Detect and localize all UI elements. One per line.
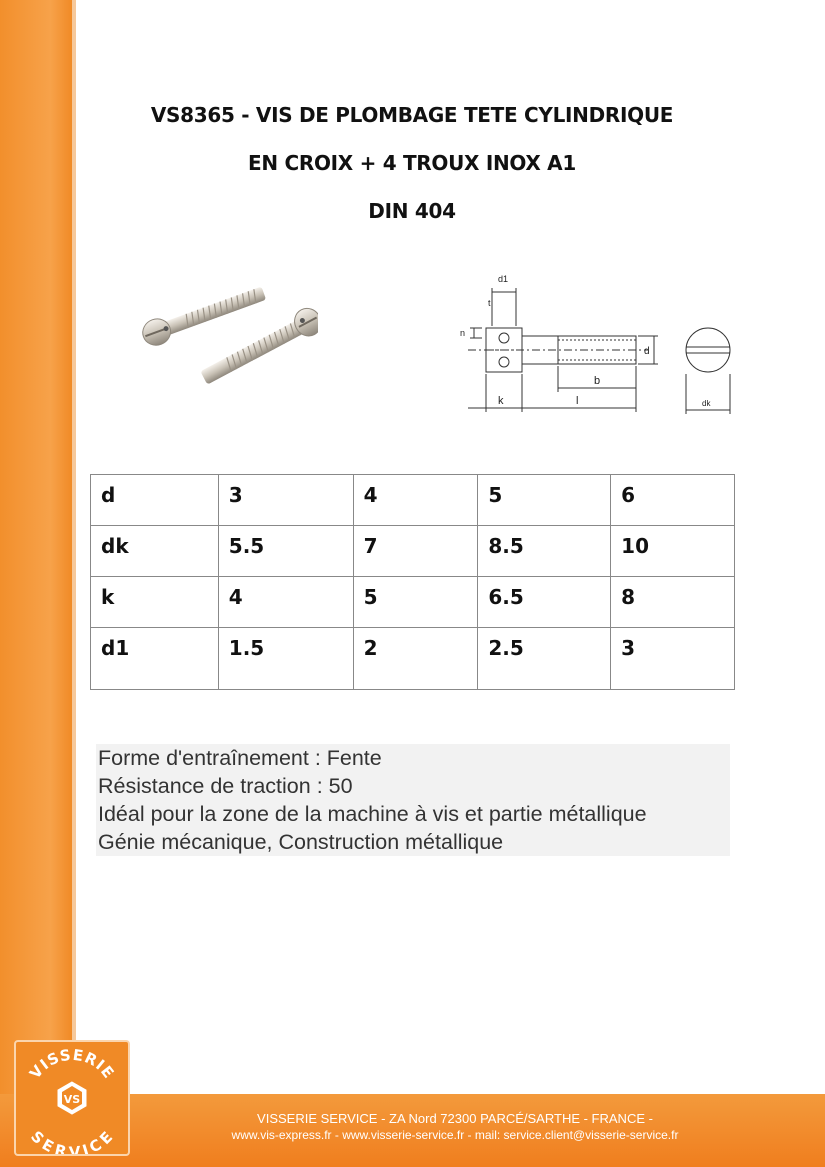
table-row (91, 628, 735, 690)
product-title-line-3: DIN 404 (368, 199, 456, 223)
svg-text:VISSERIE (26, 1046, 118, 1083)
technical-drawing (448, 268, 748, 418)
table-cell: 6.5 (478, 577, 611, 628)
visserie-service-logo (14, 1040, 130, 1156)
footer-contact: www.vis-express.fr - www.visserie-service.fr - mail: service.client@visserie-service.fr (231, 1128, 679, 1142)
label-dk: dk (702, 399, 711, 408)
label-l: l (576, 395, 579, 407)
label-d1: d1 (498, 274, 509, 284)
product-photo (128, 262, 318, 402)
product-title-line-1: VS8365 - VIS DE PLOMBAGE TETE CYLINDRIQUE (150, 103, 674, 127)
table-cell: 5 (353, 577, 478, 628)
table-cell: 8 (611, 577, 735, 628)
property-ideal-use: Idéal pour la zone de la machine à vis et partie métallique (98, 802, 647, 826)
label-n: n (460, 328, 466, 338)
table-cell: 5.5 (218, 526, 353, 577)
table-row (91, 475, 735, 526)
table-cell: 7 (353, 526, 478, 577)
table-cell: 8.5 (478, 526, 611, 577)
table-cell: 6 (611, 475, 735, 526)
property-fields: Génie mécanique, Construction métallique (98, 830, 504, 854)
left-bar-edge (72, 0, 76, 1167)
left-orange-bar (0, 0, 72, 1167)
table-cell: 2 (353, 628, 478, 690)
footer-address: VISSERIE SERVICE - ZA Nord 72300 PARCÉ/SARTHE - FRANCE - (257, 1111, 653, 1126)
label-b: b (594, 375, 601, 387)
property-tensile-strength: Résistance de traction : 50 (98, 774, 353, 798)
table-cell: 2.5 (478, 628, 611, 690)
table-row (91, 526, 735, 577)
label-d: d (644, 346, 650, 357)
table-row-header: d (91, 475, 219, 526)
svg-text:SERVICE (27, 1127, 117, 1154)
table-row (91, 577, 735, 628)
label-k: k (498, 395, 504, 407)
logo-emblem-icon (16, 1042, 128, 1154)
table-cell: 1.5 (218, 628, 353, 690)
table-cell: 3 (611, 628, 735, 690)
dimensions-table (90, 474, 735, 690)
label-t: t (488, 298, 491, 308)
property-drive-type: Forme d'entraînement : Fente (98, 746, 382, 770)
logo-text-top: VISSERIE (26, 1045, 119, 1083)
table-cell: 5 (478, 475, 611, 526)
table-row-header: k (91, 577, 219, 628)
table-cell: 4 (353, 475, 478, 526)
table-cell: 10 (611, 526, 735, 577)
table-row-header: d1 (91, 628, 219, 690)
properties-block (96, 744, 730, 856)
logo-text-bottom: SERVICE (27, 1127, 117, 1154)
table-cell: 4 (218, 577, 353, 628)
logo-emblem-text: VS (63, 1093, 81, 1106)
table-cell: 3 (218, 475, 353, 526)
table-row-header: dk (91, 526, 219, 577)
screw-image-1 (139, 281, 268, 349)
product-title-line-2: EN CROIX + 4 TROUX INOX A1 (248, 151, 576, 175)
